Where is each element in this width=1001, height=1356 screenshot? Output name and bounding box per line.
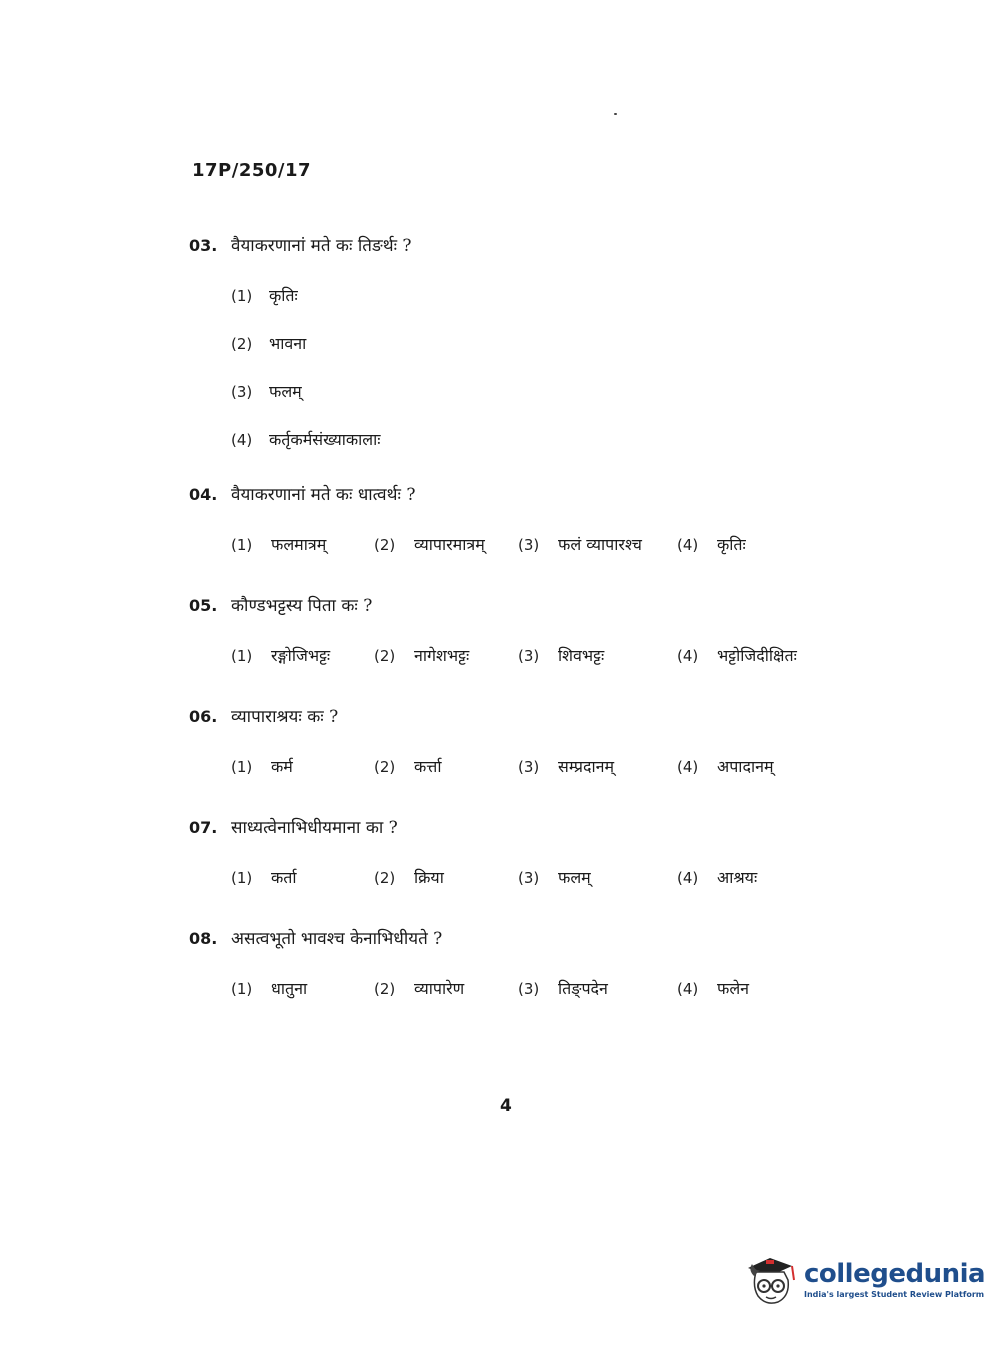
question-text: असत्वभूतो भावश्च केनाभिधीयते ? — [231, 929, 443, 949]
option-text: शिवभट्टः — [558, 646, 605, 665]
option-number: (3) — [518, 869, 540, 887]
option-number: (4) — [677, 980, 699, 998]
option — [677, 755, 774, 777]
question-text: वैयाकरणानां मते कः धात्वर्थः ? — [231, 485, 416, 505]
question-04 — [189, 483, 909, 557]
option — [518, 533, 642, 555]
option-number: (4) — [677, 758, 699, 776]
option-text: अपादानम् — [717, 757, 774, 776]
question-number: 06. — [189, 707, 218, 726]
mascot-icon — [742, 1250, 802, 1310]
option — [518, 755, 614, 777]
option-number: (1) — [231, 758, 253, 776]
question-number: 08. — [189, 929, 218, 948]
option-number: (2) — [374, 536, 396, 554]
option-number: (3) — [518, 536, 540, 554]
option-text: कृतिः — [717, 535, 746, 554]
paper-code: 17P/250/17 — [192, 160, 312, 181]
option-number: (3) — [231, 383, 253, 401]
option-text: आश्रयः — [717, 868, 758, 887]
question-number: 03. — [189, 236, 218, 255]
question-text: व्यापाराश्रयः कः ? — [231, 707, 339, 727]
question-07 — [189, 816, 909, 890]
option-number: (4) — [231, 431, 253, 449]
option-text: व्यापारेण — [414, 979, 465, 998]
option-text: कृतिः — [269, 286, 298, 305]
option — [231, 866, 297, 888]
question-text: वैयाकरणानां मते कः तिङर्थः ? — [231, 236, 412, 256]
option-number: (4) — [677, 536, 699, 554]
option-text: कर्तृकर्मसंख्याकालाः — [269, 430, 381, 449]
question-05 — [189, 594, 909, 668]
option-text: क्रिया — [414, 868, 444, 887]
question-text: साध्यत्वेनाभिधीयमाना का ? — [231, 818, 398, 838]
brand-name: collegedunia — [804, 1259, 986, 1289]
option — [518, 977, 608, 999]
option-text: भट्टोजिदीक्षितः — [717, 646, 797, 665]
option — [518, 644, 604, 666]
collegedunia-watermark[interactable] — [742, 1250, 986, 1310]
option-number: (1) — [231, 536, 253, 554]
option — [231, 428, 909, 452]
option-number: (2) — [374, 758, 396, 776]
option-text: फलम् — [269, 382, 302, 401]
option — [677, 644, 797, 666]
option-number: (1) — [231, 647, 253, 665]
option — [374, 644, 469, 666]
option — [374, 755, 442, 777]
option — [231, 284, 909, 308]
brand-tagline: India's largest Student Review Platform — [804, 1290, 985, 1299]
option-text: कर्ता — [271, 868, 297, 887]
question-number: 04. — [189, 485, 218, 504]
page-number: 4 — [500, 1096, 512, 1116]
option-number: (4) — [677, 647, 699, 665]
option — [374, 977, 464, 999]
option-text: सम्प्रदानम् — [558, 757, 615, 776]
option-text: व्यापारमात्रम् — [414, 535, 485, 554]
option — [677, 533, 746, 555]
question-text: कौण्डभट्टस्य पिता कः ? — [231, 596, 373, 616]
option — [231, 332, 909, 356]
option-number: (3) — [518, 647, 540, 665]
option-number: (3) — [518, 758, 540, 776]
question-08 — [189, 927, 909, 1001]
option-text: कर्त्ता — [414, 757, 442, 776]
option-number: (3) — [518, 980, 540, 998]
option — [374, 533, 485, 555]
options-row — [231, 644, 909, 668]
options-row — [231, 533, 909, 557]
option-text: फलेन — [717, 979, 750, 998]
option-text: धातुना — [271, 979, 308, 998]
option — [374, 866, 444, 888]
question-number: 05. — [189, 596, 218, 615]
option-text: फलं व्यापारश्च — [558, 535, 642, 554]
options-row — [231, 977, 909, 1001]
option-number: (1) — [231, 980, 253, 998]
option-number: (1) — [231, 869, 253, 887]
option-number: (2) — [231, 335, 253, 353]
option-number: (2) — [374, 647, 396, 665]
option-text: भावना — [269, 334, 307, 353]
option-number: (1) — [231, 287, 253, 305]
options-row — [231, 755, 909, 779]
option-text: फलम् — [558, 868, 591, 887]
option — [518, 866, 591, 888]
option — [231, 644, 330, 666]
question-03 — [189, 234, 909, 452]
option-text: कर्म — [271, 757, 293, 776]
option — [677, 866, 757, 888]
option-number: (4) — [677, 869, 699, 887]
option — [231, 380, 909, 404]
option-text: तिङ्पदेन — [558, 979, 608, 998]
question-number: 07. — [189, 818, 218, 837]
question-06 — [189, 705, 909, 779]
option-text: नागेशभट्टः — [414, 646, 470, 665]
scan-speck — [614, 113, 617, 115]
options-list — [231, 284, 909, 452]
options-row — [231, 866, 909, 890]
option — [231, 533, 326, 555]
option — [231, 977, 307, 999]
option — [231, 755, 293, 777]
option-text: रङ्गोजिभट्टः — [271, 646, 331, 665]
option-number: (2) — [374, 980, 396, 998]
option-number: (2) — [374, 869, 396, 887]
option-text: फलमात्रम् — [271, 535, 327, 554]
option — [677, 977, 749, 999]
